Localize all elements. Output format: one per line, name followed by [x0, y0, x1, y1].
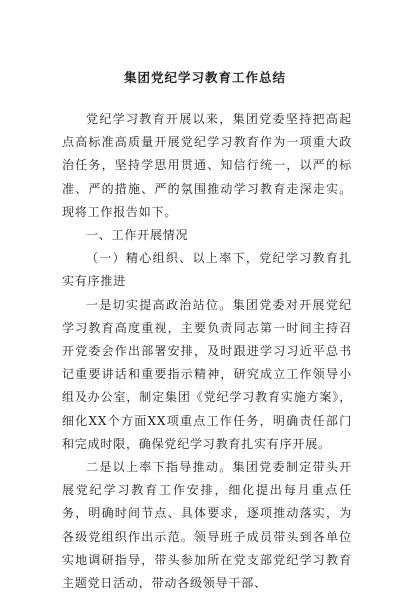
subsection-heading: （一）精心组织、以上率下，党纪学习教育扎实有序推进: [62, 251, 352, 289]
body-paragraph-2: 二是以上率下指导推动。集团党委制定带头开展党纪学习教育工作安排，细化提出每月重点任务，明确时间节点、具体要求，逐项推动落实，为各级党组织作出示范。领导班子成员带头到各单位实地调研指导，带头参加所在党支部党纪学习教育主题党日活动，带动各级领导干部、: [62, 460, 352, 591]
section-heading: 一、工作开展情况: [86, 228, 189, 243]
intro-paragraph: 党纪学习教育开展以来，集团党委坚持把高起点高标准高质量开展党纪学习教育作为一项重大政治任务，坚持学思用贯通、知信行统一，以严的标准、严的措施、严的氛围推动学习教育走深走实。现将工作报告如下。: [62, 112, 352, 219]
document-title: 集团党纪学习教育工作总结: [123, 70, 286, 85]
document-body: [62, 108, 352, 595]
body-paragraph-1: 一是切实提高政治站位。集团党委对开展党纪学习教育高度重视，主要负责同志第一时间主持召开党委会作出部署安排，及时跟进学习习近平总书记重要讲话和重要指示精神，研究成立工作领导小组及办公室，制定集团《党纪学习教育实施方案》，细化XX个方面XX项重点工作任务，明确责任部门和完成时限，确保党纪学习教育扎实有序开展。: [62, 297, 352, 451]
